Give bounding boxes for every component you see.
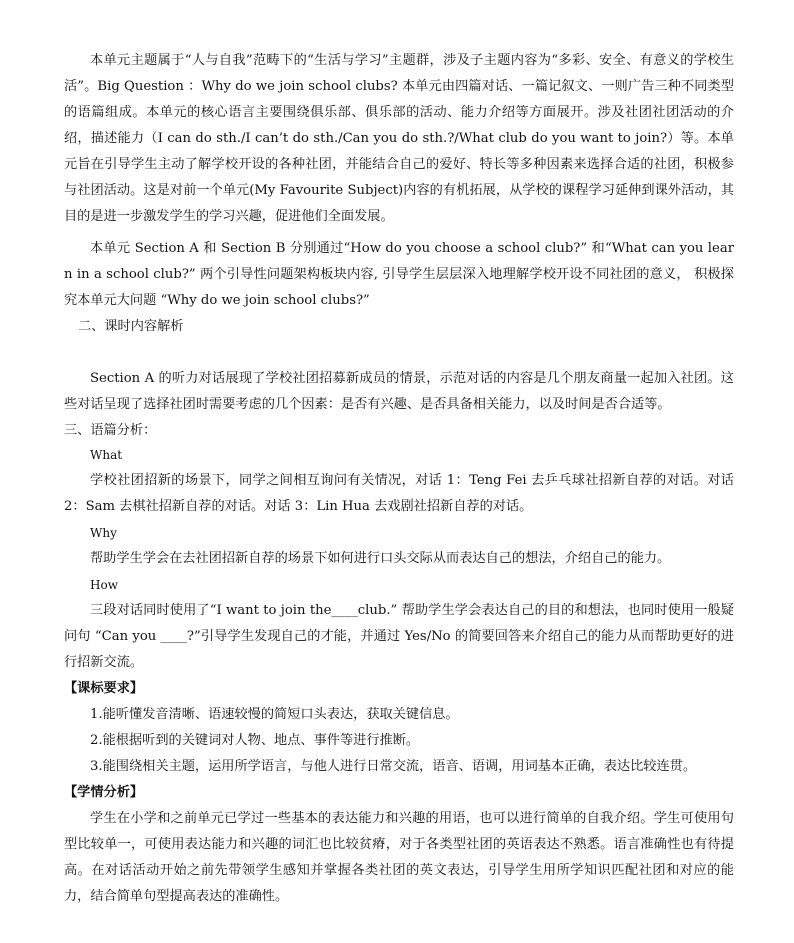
what-label: What [90, 448, 123, 462]
analysis-heading: 【学情分析】 [64, 785, 144, 800]
intro-paragraph-2: 本单元 Section A 和 Section B 分别通过“How do you choose a school club?” 和“What can you learn in a school club?” 两个引导性问题架构板块内容, 引导学生层层深入地理解学校开设不同社团的意义， 积极探究本单元大问题 “Why do we join school clubs?” [64, 241, 734, 308]
section-2-paragraph: Section A 的听力对话展现了学校社团招募新成员的情景，示范对话的内容是几个朋友商量一起加入社团。这些对话呈现了选择社团时需要考虑的几个因素：是否有兴趣、是否具备相关能力，以及时间是否合适等。 [64, 371, 734, 412]
section-3-heading: 三、语篇分析： [64, 423, 157, 438]
curriculum-heading: 【课标要求】 [64, 681, 144, 696]
how-label: How [90, 578, 118, 592]
curriculum-item: 2.能根据听到的关键词对人物、地点、事件等进行推断。 [90, 733, 420, 748]
how-text: 三段对话同时使用了“I want to join the____club.” 帮助学生学会表达自己的目的和想法，也同时使用一般疑问句 “Can you ____?”引导学生发现自己的才能，并通过 Yes/No 的简要回答来介绍自己的能力从而帮助更好的进行招新交流。 [64, 603, 734, 670]
why-label: Why [90, 526, 117, 540]
curriculum-item: 1.能听懂发音清晰、语速较慢的简短口头表达，获取关键信息。 [90, 707, 459, 722]
analysis-paragraph: 学生在小学和之前单元已学过一些基本的表达能力和兴趣的用语，也可以进行简单的自我介绍。学生可使用句型比较单一，可使用表达能力和兴趣的词汇也比较贫瘠，对于各类型社团的英语表达不熟悉。语言准确性也有待提高。在对话活动开始之前先带领学生感知并掌握各类社团的英文表达，引导学生用所学知识匹配社团和对应的能力，结合简单句型提高表达的准确性。 [64, 811, 734, 904]
what-text: 学校社团招新的场景下，同学之间相互询问有关情况，对话 1：Teng Fei 去乒乓球社招新自荐的对话。对话 2：Sam 去棋社招新自荐的对话。对话 3：Lin Hua 去戏剧社招新自荐的对话。 [64, 473, 739, 514]
intro-paragraph-1: 本单元主题属于“人与自我”范畴下的“生活与学习”主题群，涉及子主题内容为“多彩、安全、有意义的学校生活”。Big Question ：Why do we join school clubs? 本单元由四篇对话、一篇记叙文、一则广告三种不同类型的语篇组成。本单元的核心语言主要围绕俱乐部、俱乐部的活动、能力介绍等方面展开。涉及社团社团活动的介绍，描述能力（I can do sth./I can’t do sth./Can you do sth.?/What club do you want to join?）等。本单元旨在引导学生主动了解学校开设的各种社团，并能结合自己的爱好、特长等多种因素来选择合适的社团，积极参与社团活动。这是对前一个单元(My Favourite Subject)内容的有机拓展，从学校的课程学习延伸到课外活动，其目的是进一步激发学生的学习兴趣，促进他们全面发展。 [64, 53, 734, 224]
curriculum-item: 3.能围绕相关主题，运用所学语言，与他人进行日常交流，语音、语调，用词基本正确，表达比较连贯。 [90, 759, 697, 774]
section-2-heading: 二、课时内容解析 [78, 319, 184, 334]
why-text: 帮助学生学会在去社团招新自荐的场景下如何进行口头交际从而表达自己的想法，介绍自己的能力。 [90, 551, 671, 566]
